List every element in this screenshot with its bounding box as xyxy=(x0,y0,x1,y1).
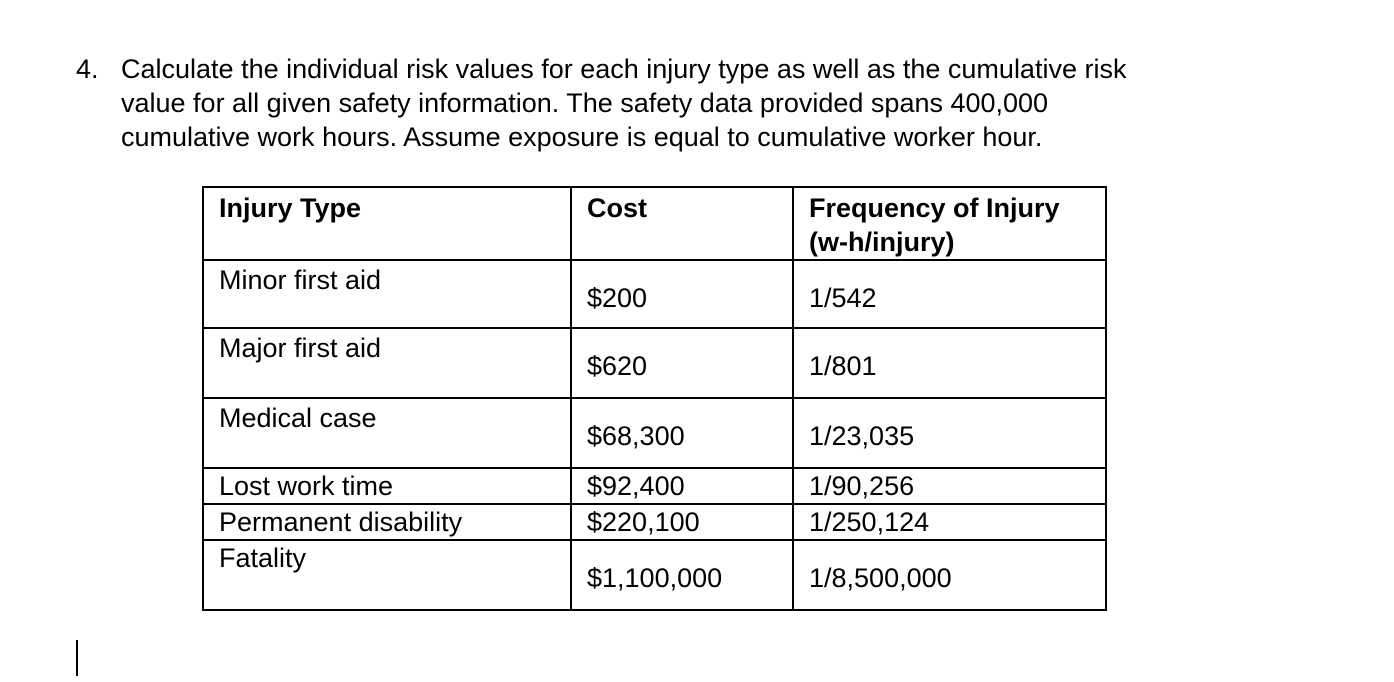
question-text xyxy=(121,52,1276,154)
table-row xyxy=(203,468,1106,504)
cell-frequency: 1/23,035 xyxy=(793,398,1106,468)
cell-frequency: 1/250,124 xyxy=(793,504,1106,540)
cell-cost: $220,100 xyxy=(571,504,793,540)
header-injury-type: Injury Type xyxy=(203,187,571,260)
header-frequency-line1: Frequency of Injury xyxy=(809,193,1060,223)
question-line: Calculate the individual risk values for each injury type as well as the cumulative risk xyxy=(121,54,1127,84)
table-row xyxy=(203,540,1106,610)
question-line: value for all given safety information. The safety data provided spans 400,000 xyxy=(121,88,1049,118)
cell-injury-type: Lost work time xyxy=(203,468,571,504)
cell-injury-type: Medical case xyxy=(203,398,571,468)
cell-injury-type: Major first aid xyxy=(203,328,571,398)
cell-injury-type: Fatality xyxy=(203,540,571,610)
injury-data-table xyxy=(202,186,1107,611)
cell-cost: $1,100,000 xyxy=(571,540,793,610)
table-row xyxy=(203,398,1106,468)
text-cursor xyxy=(76,640,78,676)
cell-injury-type: Minor first aid xyxy=(203,260,571,328)
question-block xyxy=(76,52,1276,154)
cell-cost: $92,400 xyxy=(571,468,793,504)
header-cost: Cost xyxy=(571,187,793,260)
question-line: cumulative work hours. Assume exposure is equal to cumulative worker hour. xyxy=(121,122,1043,152)
table-row xyxy=(203,504,1106,540)
cell-cost: $200 xyxy=(571,260,793,328)
table-header-row xyxy=(203,187,1106,260)
cell-frequency: 1/542 xyxy=(793,260,1106,328)
cell-frequency: 1/8,500,000 xyxy=(793,540,1106,610)
question-number: 4. xyxy=(76,54,99,84)
cell-cost: $68,300 xyxy=(571,398,793,468)
table-row xyxy=(203,260,1106,328)
cell-frequency: 1/801 xyxy=(793,328,1106,398)
table-row xyxy=(203,328,1106,398)
cell-frequency: 1/90,256 xyxy=(793,468,1106,504)
cell-injury-type: Permanent disability xyxy=(203,504,571,540)
header-frequency-line2: (w-h/injury) xyxy=(809,227,955,257)
cell-cost: $620 xyxy=(571,328,793,398)
header-frequency xyxy=(793,187,1106,260)
